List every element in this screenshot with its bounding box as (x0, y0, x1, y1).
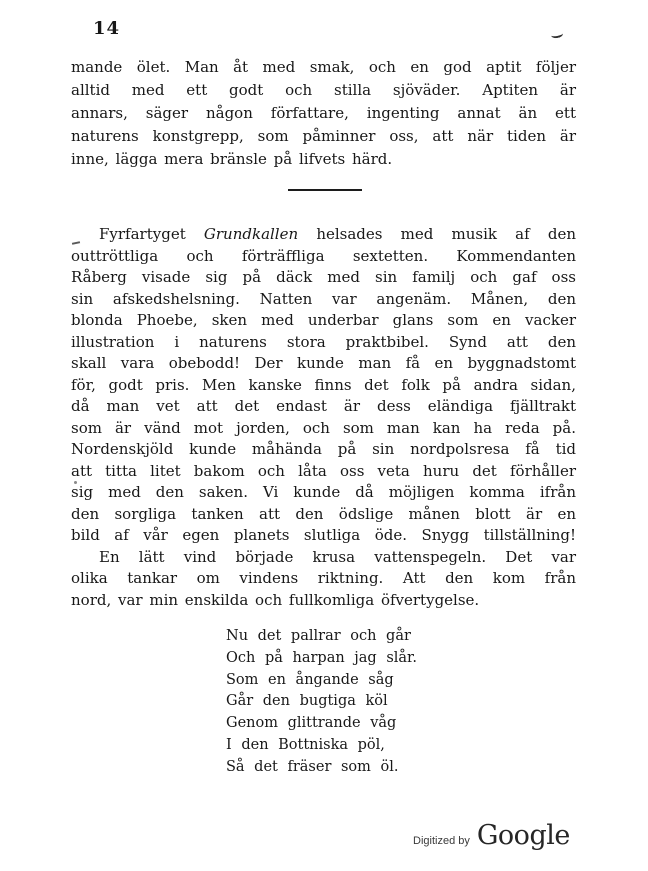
text-line: skall vara obebodd! Der kunde man få en byggnadstomt (71, 354, 576, 372)
text-line: inne, lägga mera bränsle på lifvets härd. (71, 150, 393, 168)
text-line: sig med den saken. Vi kunde då möjligen komma ifrån (71, 483, 576, 501)
text-line: Nordenskjöld kunde måhända på sin nordpolsresa få tid (71, 440, 576, 458)
poem-line: Och på harpan jag slår. (226, 649, 417, 666)
text-line: annars, säger någon författare, ingenting annat än ett (71, 104, 576, 122)
text-line: olika tankar om vindens riktning. Att den kom från (71, 569, 576, 587)
text-line: sin afskedshelsning. Natten var angenäm. Månen, den (71, 289, 576, 308)
text-line: den sorgliga tanken att den ödslige månen blott är en (71, 504, 576, 523)
paragraph-grundkallen (71, 224, 576, 547)
paragraph-wind (71, 547, 576, 612)
poem-line: Så det fräser som öl. (226, 758, 399, 775)
text-line: En lätt vind började krusa vattenspegeln. Det var (99, 547, 576, 566)
text-line: illustration i naturens stora praktbibel. Synd att den (71, 332, 576, 351)
main-text-block (71, 224, 576, 611)
text-line: då man vet att det endast är dess eländiga fjälltrakt (71, 397, 576, 415)
text-line: alltid med ett godt och stilla sjöväder. Aptiten är (71, 81, 576, 99)
poem-line: Som en ångande såg (226, 671, 394, 688)
text-line: Fyrfartyget Grundkallen helsades med musik af den (99, 225, 576, 243)
text-line: Råberg visade sig på däck med sin familj och gaf oss (71, 268, 576, 286)
text-line: mande ölet. Man åt med smak, och en god aptit följer (71, 58, 576, 76)
text-line: nord, var min enskilda och fullkomliga öfvertygelse. (71, 590, 480, 609)
text-line: att titta litet bakom och låta oss veta huru det förhåller (71, 461, 576, 480)
text-line: för, godt pris. Men kanske finns det folk på andra sidan, (71, 375, 576, 394)
digitized-by-label: Digitized by (413, 835, 470, 847)
footer-watermark (413, 820, 570, 851)
italic-text: Grundkallen (203, 225, 299, 243)
scan-artifact-squiggle (550, 30, 563, 39)
text-line: som är vänd mot jorden, och som man kan ha reda på. (71, 418, 576, 437)
poem (226, 626, 417, 779)
poem-line: I den Bottniska pöl, (226, 736, 385, 753)
paragraph-continuation (71, 56, 576, 171)
section-divider (288, 189, 362, 191)
text-line: naturens konstgrepp, som påminner oss, att när tiden är (71, 127, 576, 145)
poem-line: Går den bugtiga köl (226, 693, 388, 710)
page-number: 14 (93, 18, 121, 39)
poem-line: Nu det pallrar och går (226, 628, 411, 644)
poem-line: Genom glittrande våg (226, 715, 397, 732)
google-logo: Google (476, 820, 570, 851)
text-line: bild af vår egen planets slutliga öde. Snygg tillställning! (71, 526, 576, 544)
text-line: outtröttliga och förträffliga sextetten. Kommendanten (71, 246, 576, 265)
text-line: blonda Phoebe, sken med underbar glans som en vacker (71, 311, 576, 329)
